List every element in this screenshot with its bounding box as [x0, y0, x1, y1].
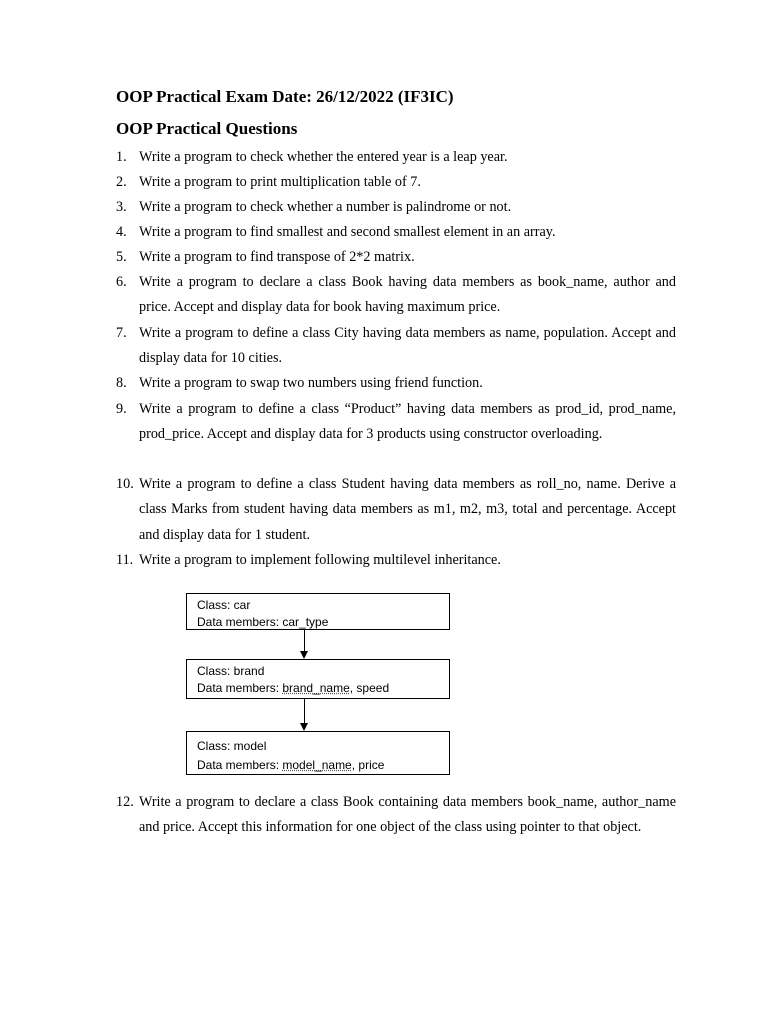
arrow-head-icon [300, 651, 308, 659]
data-members-suffix: , price [351, 758, 385, 772]
question-number: 12. [116, 794, 134, 810]
question-number: 6. [116, 274, 127, 290]
question-number: 2. [116, 174, 127, 190]
question-number: 11. [116, 552, 134, 568]
questions-title: OOP Practical Questions [116, 119, 298, 138]
question-text: Write a program to define a class Student having data members as roll_no, name. Derive a class Marks from student having data members as m1, m2, m3, total and percentage. Accept and display data for 1 student. [139, 476, 676, 543]
question-item [116, 397, 676, 448]
inheritance-arrow-line [304, 699, 305, 723]
class-name-label: Class: model [197, 739, 267, 753]
question-text: Write a program to implement following multilevel inheritance. [139, 552, 501, 568]
question-text: Write a program to declare a class Book having data members as book_name, author and price. Accept and display data for book having maximum price. [139, 274, 676, 316]
inheritance-arrow-line [304, 630, 305, 651]
question-number: 8. [116, 375, 127, 391]
exam-title: OOP Practical Exam Date: 26/12/2022 (IF3IC) [116, 87, 454, 106]
question-item [116, 548, 676, 573]
question-text: Write a program to swap two numbers using friend function. [139, 375, 483, 391]
question-item [116, 371, 676, 396]
question-number: 4. [116, 224, 127, 240]
question-text: Write a program to declare a class Book containing data members book_name, author_name and price. Accept this information for one object of the class using pointer to that object. [139, 794, 676, 836]
member-name-underlined: model_name [282, 758, 352, 772]
question-text: Write a program to define a class “Product” having data members as prod_id, prod_name, prod_price. Accept and display data for 3 products using constructor overloading. [139, 401, 676, 443]
data-members-label [197, 756, 449, 775]
question-item [116, 245, 676, 270]
class-box-brand [186, 659, 450, 699]
question-text: Write a program to check whether a number is palindrome or not. [139, 199, 512, 215]
question-item [116, 321, 676, 372]
question-item [116, 472, 676, 548]
member-name-underlined: brand_name [282, 681, 350, 695]
arrow-head-icon [300, 723, 308, 731]
class-name-label: Class: brand [197, 664, 265, 678]
question-text: Write a program to find transpose of 2*2 matrix. [139, 249, 415, 265]
data-members-suffix: , speed [349, 681, 390, 695]
question-number: 10. [116, 476, 134, 492]
data-members-prefix: Data members: [197, 758, 283, 772]
class-box-model [186, 731, 450, 775]
question-item [116, 170, 676, 195]
question-text: Write a program to print multiplication table of 7. [139, 174, 421, 190]
question-item [116, 195, 676, 220]
question-number: 7. [116, 325, 127, 341]
question-item [116, 790, 676, 841]
data-members-prefix: Data members: [197, 681, 283, 695]
question-text: Write a program to find smallest and second smallest element in an array. [139, 224, 556, 240]
question-text: Write a program to check whether the entered year is a leap year. [139, 149, 508, 165]
class-name-label: Class: car [197, 598, 251, 612]
question-number: 5. [116, 249, 127, 265]
question-item [116, 145, 676, 170]
question-number: 1. [116, 149, 127, 165]
question-item [116, 270, 676, 321]
data-members-label: Data members: car_type [197, 615, 329, 629]
question-number: 9. [116, 401, 127, 417]
question-text: Write a program to define a class City having data members as name, population. Accept and display data for 10 cities. [139, 325, 676, 367]
data-members-label [197, 680, 449, 697]
question-item [116, 220, 676, 245]
question-number: 3. [116, 199, 127, 215]
class-box-car [186, 593, 450, 630]
